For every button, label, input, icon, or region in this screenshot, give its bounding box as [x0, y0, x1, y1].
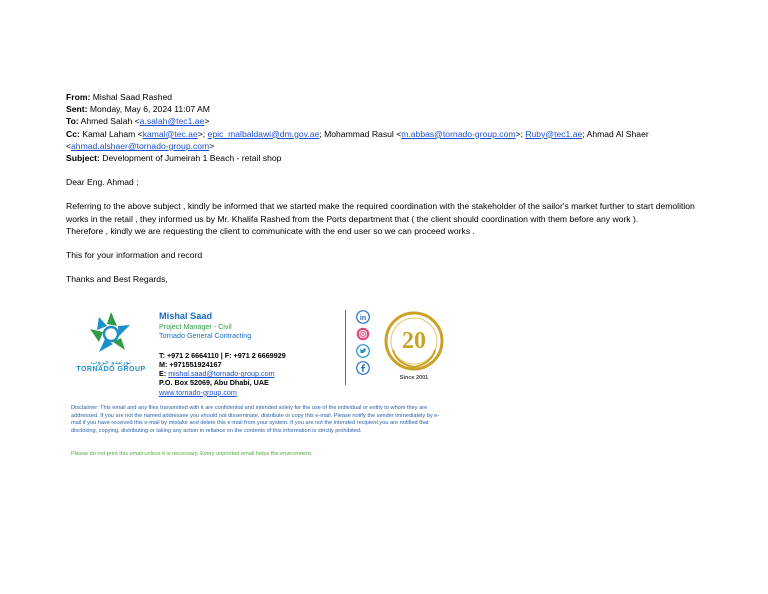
greeting: Dear Eng. Ahmad ;: [66, 177, 139, 188]
signature-company: Tornado General Contracting: [159, 331, 252, 341]
body-paragraph-1: Referring to the above subject , kindly be informed that we started make the required coordination with the stakeholder of the sailor's market further to start demolition works in the retail , they informed us by Mr. Khalifa Rashed from the Ports department that ( the client should coordination with them before any work ).: [66, 201, 695, 224]
cc-1-email-link[interactable]: kamal@tec.ae: [142, 128, 198, 139]
from-value: Mishal Saad Rashed: [92, 92, 173, 102]
to-email-link[interactable]: a.salah@tec1.ae: [139, 116, 205, 127]
cc-1-name: Kamal Laham: [82, 128, 136, 139]
tornado-logo: [70, 310, 152, 382]
anniversary-badge: [383, 310, 445, 382]
body-paragraph-3: This for your information and record: [66, 250, 203, 261]
svg-text:in: in: [359, 314, 367, 322]
signature-address: P.O. Box 52069, Abu Dhabi, UAE: [159, 378, 269, 388]
cc-line: Cc: Kamal Laham <kamal@tec.ae>; epic_malbaldawi@dm.gov.ae; Mohammad Rasul <m.abbas@tornado-group.com>; Ruby@tec1.ae; Ahmad Al Shaer: [66, 128, 649, 139]
social-links: [356, 310, 372, 378]
signature-phone: T: +971 2 6664110 | F: +971 2 6669929: [159, 350, 286, 360]
signature-mobile: M: +971551924167: [159, 359, 222, 369]
to-name: Ahmed Salah: [80, 116, 133, 127]
signature-website-link[interactable]: www.tornado-group.com: [159, 387, 237, 397]
cc-line-cont: <ahmad.alshaer@tornado-group.com>: [66, 140, 215, 151]
signature-name: Mishal Saad: [159, 311, 213, 321]
twitter-icon[interactable]: [356, 344, 370, 358]
to-label: To:: [66, 116, 79, 127]
subject-line: [66, 152, 706, 164]
environment-note: Please do not print this email unless it is necessary. Every unprinted email helps the environment.: [71, 451, 313, 457]
signature-email-link[interactable]: mishal.saad@tornado-group.com: [168, 369, 275, 379]
signature-title: Project Manager - Civil: [159, 322, 232, 331]
cc-2-email-link[interactable]: epic_malbaldawi@dm.gov.ae: [207, 128, 320, 139]
signature-divider: [345, 310, 346, 385]
sent-value: Monday, May 6, 2024 11:07 AM: [89, 104, 210, 115]
from-line: [66, 91, 706, 103]
email-signature: [70, 310, 450, 395]
subject-value: Development of Jumeirah 1 Beach - retail shop: [102, 153, 282, 164]
sent-label: Sent:: [66, 104, 88, 115]
signature-details: [159, 310, 286, 397]
svg-text:20: 20: [402, 328, 426, 354]
email-content: [66, 91, 706, 285]
to-line: To: Ahmed Salah <a.salah@tec1.ae>: [66, 116, 210, 127]
cc-4-email-link[interactable]: Ruby@tec1.ae: [525, 128, 583, 139]
disclaimer-text: Disclaimer: This email and any files transmitted with it are confidential and intended solely for the use of the individual or entity to whom they are addressed. If you are not the named addressee you should not disseminate, distribute or copy this e-mail. Please notify the sender immediately by e-mail if you have received this e-mail by mistake and delete this e-mail from your system. If you are not the intended recipient you are notified that disclosing, copying, distributing or taking any action in reliance on the contents of this information is strictly prohibited.: [71, 405, 440, 435]
body-paragraph-2: Therefore , kindly we are requesting the client to communicate with the end user so we can proceed works .: [66, 225, 475, 236]
facebook-icon[interactable]: [356, 361, 370, 375]
cc-5-name: Ahmad Al Shaer: [586, 128, 649, 139]
cc-5-email-link[interactable]: ahmad.alshaer@tornado-group.com: [71, 140, 210, 151]
sent-line: [66, 103, 706, 115]
cc-3-email-link[interactable]: m.abbas@tornado-group.com: [401, 128, 516, 139]
cc-label: Cc:: [66, 128, 80, 139]
linkedin-icon[interactable]: [356, 310, 370, 324]
cc-3-name: Mohammad Rasul: [324, 128, 394, 139]
logo-arabic-text: تورنيدو جروب: [90, 359, 132, 366]
signature-email-label: E:: [159, 369, 167, 379]
from-label: From:: [66, 92, 91, 102]
signature-email-line: [159, 369, 286, 378]
anniversary-since: Since 2001: [399, 375, 429, 381]
instagram-icon[interactable]: [356, 327, 370, 341]
anniversary-20-years-icon: [383, 310, 445, 372]
signature-contact: [159, 351, 286, 397]
subject-label: Subject:: [66, 153, 100, 164]
logo-wordmark: TORNADO GROUP: [76, 366, 146, 373]
tornado-logo-icon: [70, 310, 152, 360]
closing: Thanks and Best Regards,: [66, 274, 168, 285]
